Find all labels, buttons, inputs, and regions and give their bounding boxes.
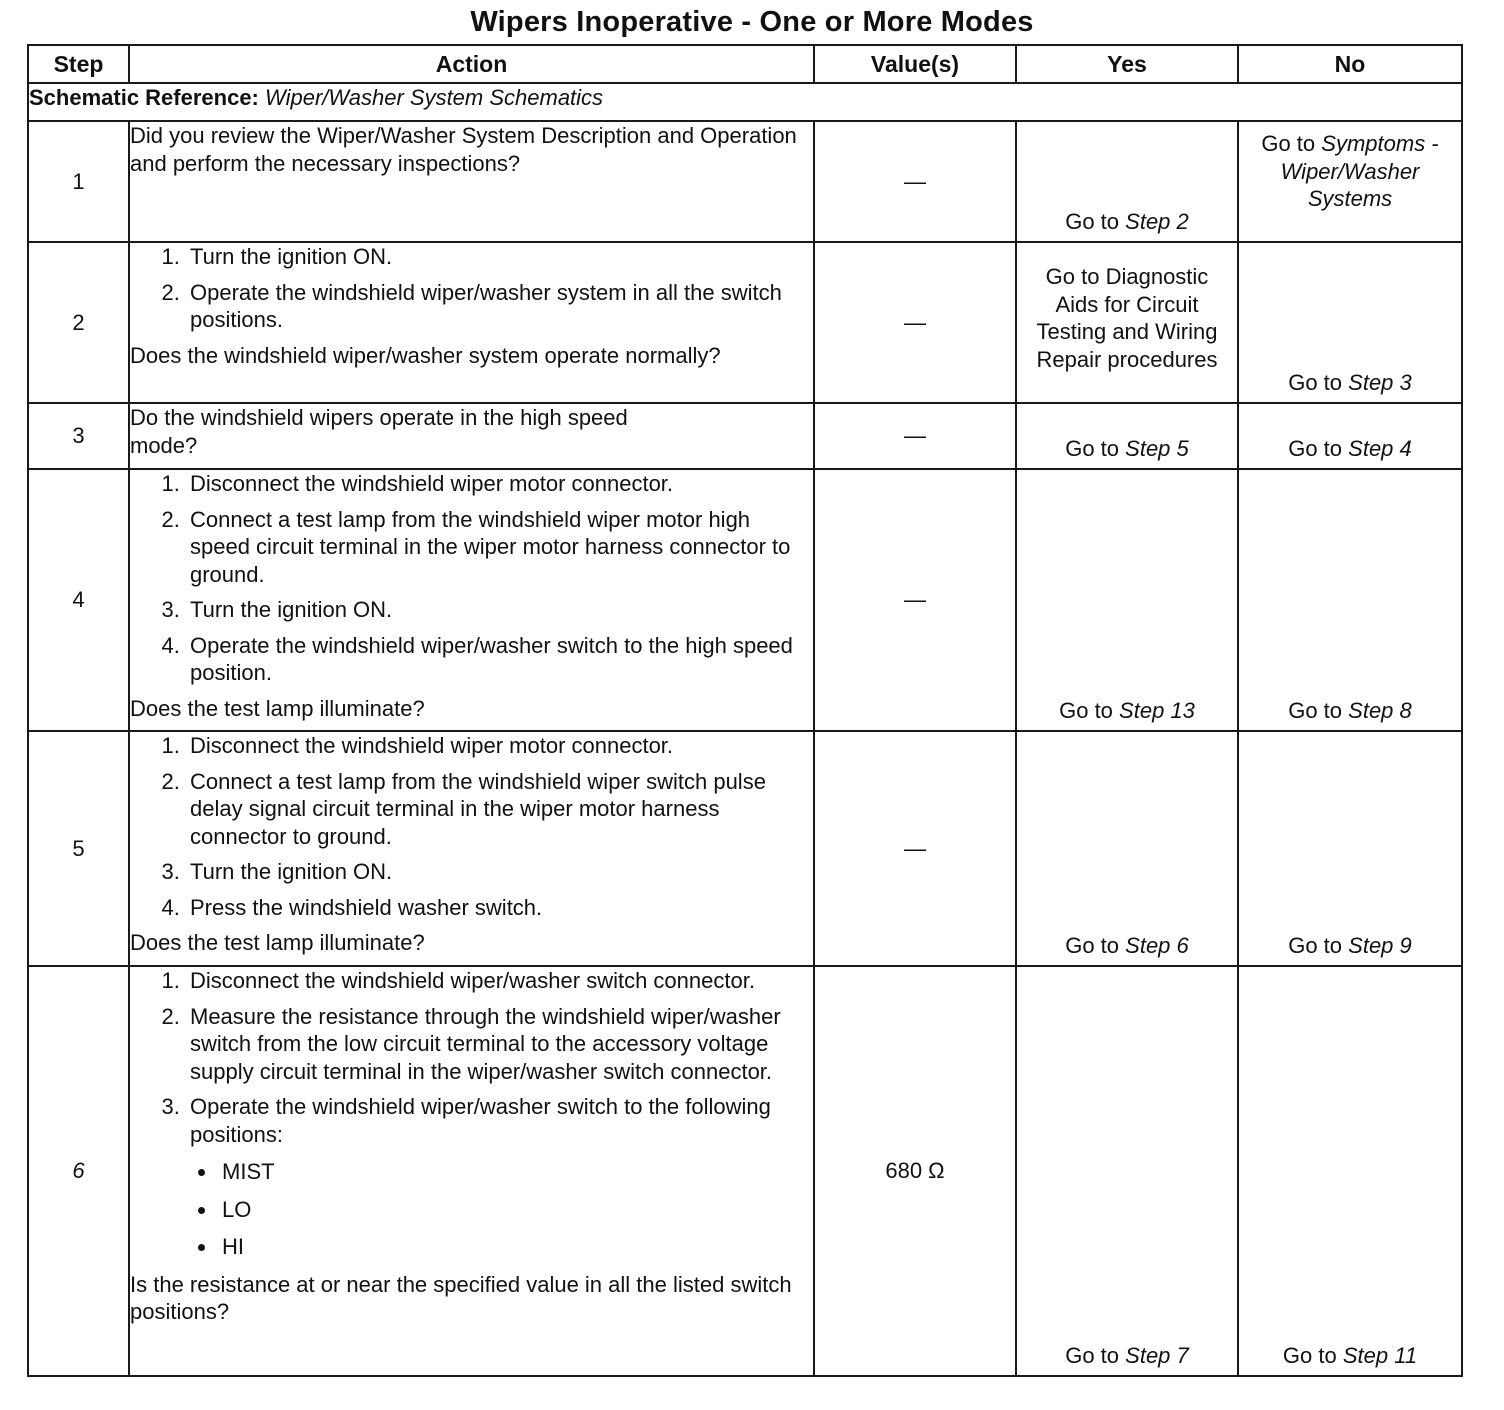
schematic-reference-link[interactable]: Wiper/Washer System Schematics <box>265 85 604 110</box>
header-yes: Yes <box>1016 45 1238 83</box>
no-link[interactable]: Step 4 <box>1348 435 1412 461</box>
step-number: 2 <box>28 242 129 403</box>
yes-cell: Go to Step 2 <box>1016 121 1238 242</box>
value-cell: — <box>814 242 1016 403</box>
step-number: 1 <box>28 121 129 242</box>
action-item: 2. Operate the windshield wiper/washer system in all the switch positions. <box>186 279 813 334</box>
action-item: 3. Turn the ignition ON. <box>186 858 813 886</box>
header-step: Step <box>28 45 129 83</box>
no-link[interactable]: Step 11 <box>1342 1342 1418 1368</box>
position-item: • HI <box>218 1233 813 1261</box>
question: Do the windshield wipers operate in the high speed mode? <box>130 405 628 458</box>
action-item: 3. Turn the ignition ON. <box>186 596 813 624</box>
action-item: 2. Connect a test lamp from the windshield wiper motor high speed circuit terminal in the wiper motor harness connector to ground. <box>186 506 813 589</box>
yes-cell: Go to Step 6 <box>1016 731 1238 966</box>
action-cell <box>129 403 814 469</box>
table-row <box>28 242 1462 403</box>
position-item: • MIST <box>218 1158 813 1186</box>
action-item: 1. Turn the ignition ON. <box>186 243 813 271</box>
action-item: 1. Disconnect the windshield wiper motor connector. <box>186 732 813 760</box>
question: Is the resistance at or near the specified value in all the listed switch positions? <box>130 1271 792 1324</box>
no-cell: Go to Symptoms - Wiper/Washer Systems <box>1238 121 1462 242</box>
no-link[interactable]: Step 9 <box>1348 932 1412 958</box>
step-number: 4 <box>28 469 129 731</box>
yes-link[interactable]: Step 7 <box>1125 1342 1189 1368</box>
action-item: 4. Press the windshield washer switch. <box>186 894 813 922</box>
action-steps <box>130 243 813 334</box>
no-cell: Go to Step 8 <box>1238 469 1462 731</box>
position-item: • LO <box>218 1196 813 1224</box>
step-number: 3 <box>28 403 129 469</box>
step-number: 6 <box>28 966 129 1376</box>
yes-link[interactable]: Step 5 <box>1125 435 1189 461</box>
no-cell: Go to Step 3 <box>1238 242 1462 403</box>
no-link[interactable]: Step 8 <box>1348 697 1412 723</box>
switch-positions <box>190 1158 813 1261</box>
action-item: 3. Operate the windshield wiper/washer switch to the following positions: • MIST • LO • HI <box>186 1093 813 1261</box>
table-row <box>28 966 1462 1376</box>
action-item: 4. Operate the windshield wiper/washer switch to the high speed position. <box>186 632 813 687</box>
table-row <box>28 403 1462 469</box>
action-cell <box>129 731 814 966</box>
value-cell: 680 Ω <box>814 966 1016 1376</box>
action-cell <box>129 966 814 1376</box>
question: Did you review the Wiper/Washer System Description and Operation and perform the necessary inspections? <box>130 123 797 176</box>
action-steps <box>130 732 813 921</box>
action-cell <box>129 242 814 403</box>
no-link[interactable]: Symptoms - Wiper/Washer Systems <box>1280 131 1439 211</box>
action-item: 1. Disconnect the windshield wiper/washer switch connector. <box>186 967 813 995</box>
action-item: 2. Connect a test lamp from the windshield wiper switch pulse delay signal circuit terminal in the wiper motor harness connector to ground. <box>186 768 813 851</box>
action-item: 2. Measure the resistance through the windshield wiper/washer switch from the low circuit terminal to the accessory voltage supply circuit terminal in the wiper/washer switch connector. <box>186 1003 813 1086</box>
action-steps <box>130 470 813 687</box>
yes-cell: Go to Step 13 <box>1016 469 1238 731</box>
schematic-reference-row <box>28 83 1462 121</box>
table-row <box>28 469 1462 731</box>
yes-text[interactable]: Go to Diagnostic Aids for Circuit Testing and Wiring Repair procedures <box>1036 264 1218 372</box>
yes-link[interactable]: Step 2 <box>1125 208 1189 234</box>
action-cell <box>129 121 814 242</box>
no-cell: Go to Step 11 <box>1238 966 1462 1376</box>
schematic-reference-label: Schematic Reference: <box>29 85 259 110</box>
header-action: Action <box>129 45 814 83</box>
no-link[interactable]: Step 3 <box>1348 369 1412 395</box>
action-steps <box>130 967 813 1261</box>
question: Does the windshield wiper/washer system operate normally? <box>130 342 721 368</box>
action-cell <box>129 469 814 731</box>
question: Does the test lamp illuminate? <box>130 695 425 721</box>
yes-cell <box>1016 242 1238 403</box>
step-number: 5 <box>28 731 129 966</box>
value-cell: — <box>814 731 1016 966</box>
header-row <box>28 45 1462 83</box>
no-cell: Go to Step 9 <box>1238 731 1462 966</box>
value-cell: — <box>814 121 1016 242</box>
page-title: Wipers Inoperative - One or More Modes <box>470 6 1034 38</box>
action-item: 1. Disconnect the windshield wiper motor connector. <box>186 470 813 498</box>
table-row <box>28 121 1462 242</box>
table-row <box>28 731 1462 966</box>
header-values: Value(s) <box>814 45 1016 83</box>
question: Does the test lamp illuminate? <box>130 930 425 955</box>
no-cell: Go to Step 4 <box>1238 403 1462 469</box>
yes-cell: Go to Step 5 <box>1016 403 1238 469</box>
header-no: No <box>1238 45 1462 83</box>
diagnostic-table <box>27 44 1463 1377</box>
value-cell: — <box>814 469 1016 731</box>
yes-link[interactable]: Step 6 <box>1125 932 1189 958</box>
yes-cell: Go to Step 7 <box>1016 966 1238 1376</box>
value-cell: — <box>814 403 1016 469</box>
yes-link[interactable]: Step 13 <box>1119 697 1195 723</box>
